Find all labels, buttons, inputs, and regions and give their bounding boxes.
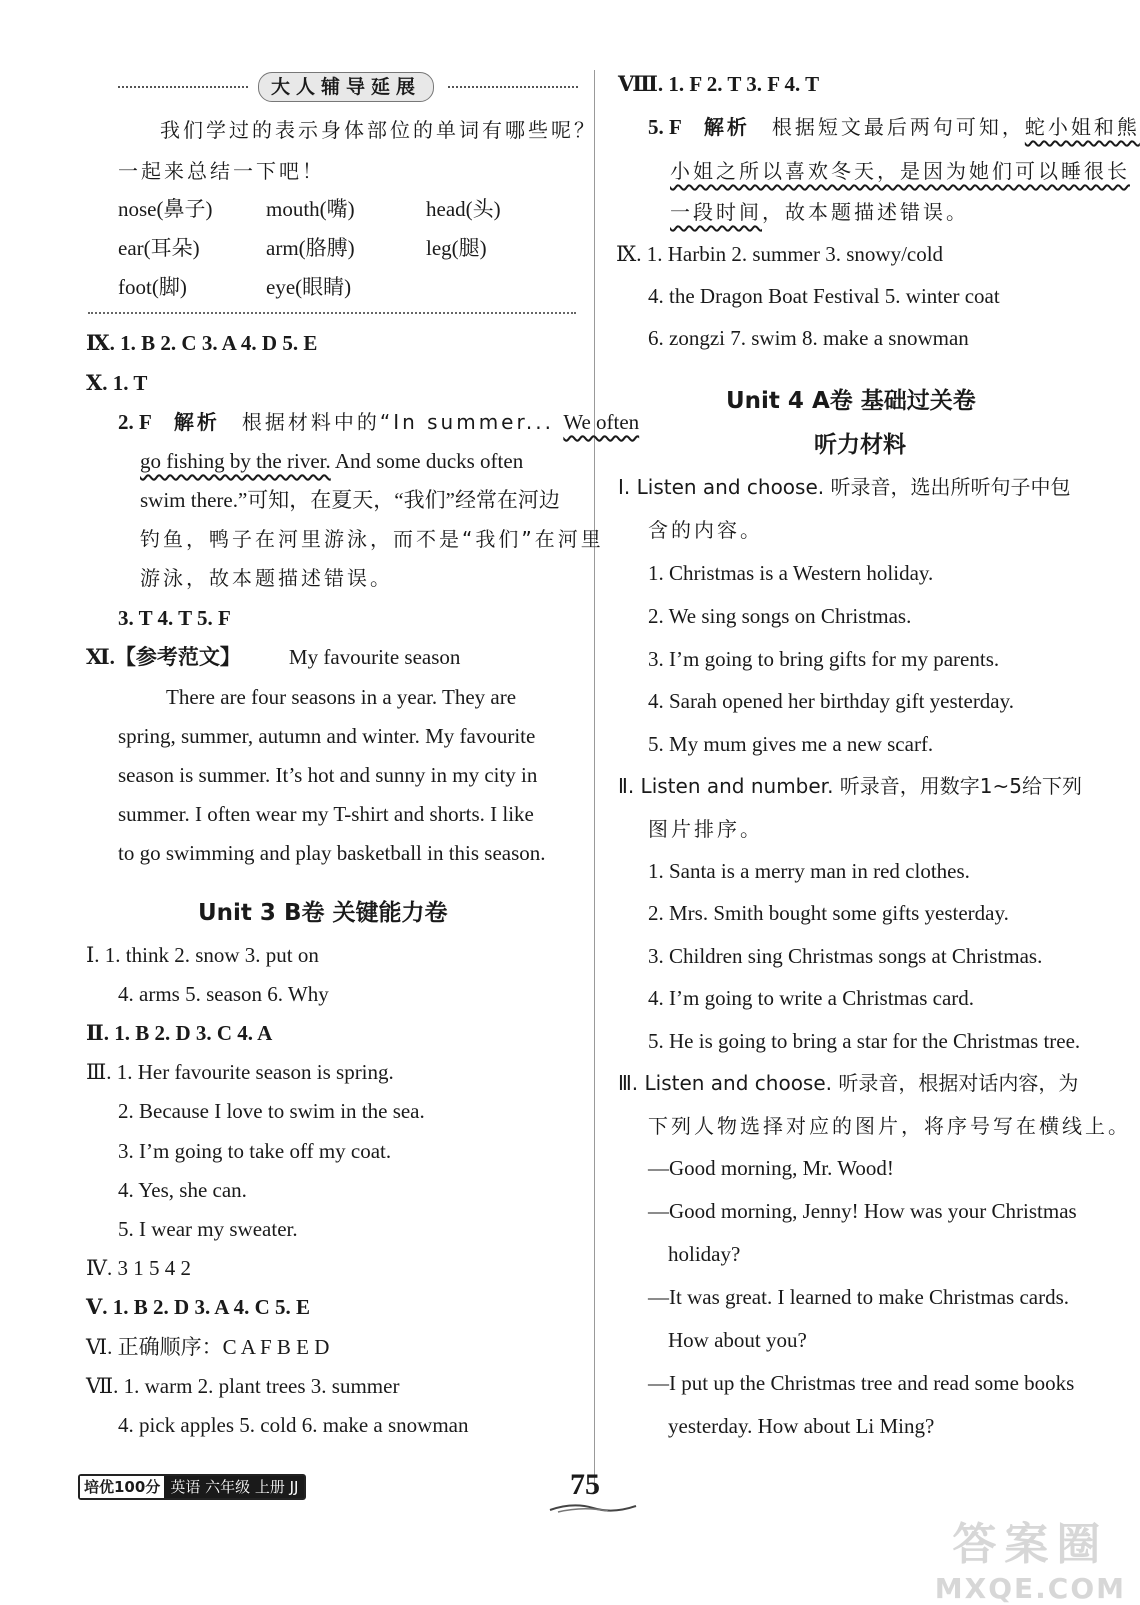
essay-line: There are four seasons in a year. They are bbox=[166, 685, 517, 709]
brand-name: 培优100分 bbox=[80, 1476, 164, 1498]
part2-heading-cont: 图片排序。 bbox=[648, 817, 763, 841]
watermark bbox=[935, 1508, 1126, 1605]
u3-line: Ⅴ. 1. B 2. D 3. A 4. C 5. E bbox=[86, 1295, 310, 1319]
analysis-text: 根据材料中的“In summer... bbox=[241, 410, 564, 434]
analysis-text: ，故本题描述错误。 bbox=[762, 200, 969, 224]
word-foot: foot(脚) bbox=[118, 275, 187, 299]
analysis-label: 解析 bbox=[703, 115, 750, 139]
word-nose: nose(鼻子) bbox=[118, 197, 213, 221]
answers-10-2-line4: 钓鱼，鸭子在河里游泳，而不是“我们”在河里 bbox=[140, 527, 604, 551]
answers-9-line2: 4. the Dragon Boat Festival 5. winter coat bbox=[648, 284, 1000, 308]
answers-8-5-line3 bbox=[670, 202, 969, 222]
word-head: head(头) bbox=[426, 197, 501, 221]
banner-dots-left bbox=[118, 86, 248, 88]
unit4-title: Unit 4 A卷 基础过关卷 bbox=[726, 388, 976, 414]
sample-label: Ⅺ.【参考范文】 bbox=[86, 645, 241, 669]
u3-line: Ⅵ. 正确顺序：C A F B E D bbox=[86, 1335, 330, 1359]
u3-line: 4. Yes, she can. bbox=[118, 1178, 247, 1202]
essay-title: My favourite season bbox=[288, 645, 461, 669]
u3-line: 4. pick apples 5. cold 6. make a snowman bbox=[118, 1413, 469, 1437]
tip-line-2: 一起来总结一下吧！ bbox=[118, 159, 325, 183]
analysis-text: And some ducks often bbox=[330, 449, 524, 473]
u3-line: 4. arms 5. season 6. Why bbox=[118, 982, 329, 1006]
column-divider bbox=[594, 70, 595, 1490]
essay-line: spring, summer, autumn and winter. My favourite bbox=[118, 724, 536, 748]
highlight-text: go fishing by the river. bbox=[140, 449, 331, 473]
part1-item: 3. I’m going to bring gifts for my parents. bbox=[648, 647, 1000, 671]
dialog-line: —Good morning, Mr. Wood! bbox=[648, 1156, 894, 1180]
dialog-line: yesterday. How about Li Ming? bbox=[668, 1414, 935, 1438]
dialog-line: —I put up the Christmas tree and read some books bbox=[648, 1371, 1075, 1395]
u3-line: Ⅱ. 1. B 2. D 3. C 4. A bbox=[86, 1021, 273, 1045]
part2-heading: Ⅱ. Listen and number. 听录音，用数字1~5给下列 bbox=[618, 774, 1082, 798]
word-mouth: mouth(嘴) bbox=[266, 197, 355, 221]
dialog-line: How about you? bbox=[668, 1328, 807, 1352]
unit3-title: Unit 3 B卷 关键能力卷 bbox=[198, 900, 448, 926]
u3-line: Ⅳ. 3 1 5 4 2 bbox=[86, 1256, 191, 1280]
book-badge bbox=[78, 1474, 306, 1500]
answers-11-header bbox=[86, 647, 460, 668]
answers-8-5-line1 bbox=[648, 117, 1140, 138]
highlight-text: We often bbox=[563, 410, 640, 434]
essay-line: to go swimming and play basketball in this season. bbox=[118, 841, 546, 865]
page-number: 75 bbox=[570, 1468, 600, 1501]
essay-line: summer. I often wear my T-shirt and shorts. I like bbox=[118, 802, 534, 826]
word-arm: arm(胳膊) bbox=[266, 236, 355, 260]
part1-heading: Ⅰ. Listen and choose. 听录音，选出所听句子中包 bbox=[618, 475, 1071, 499]
essay-line: season is summer. It’s hot and sunny in my city in bbox=[118, 763, 538, 787]
answers-8: Ⅷ. 1. F 2. T 3. F 4. T bbox=[618, 72, 820, 96]
part2-item: 3. Children sing Christmas songs at Christmas. bbox=[648, 944, 1043, 968]
answers-8-5-line2: 小姐之所以喜欢冬天，是因为她们可以睡很长 bbox=[670, 159, 1130, 183]
part1-item: 5. My mum gives me a new scarf. bbox=[648, 732, 934, 756]
dialog-line: holiday? bbox=[668, 1242, 741, 1266]
answers-10-2-line3: swim there.”可知，在夏天，“我们”经常在河边 bbox=[140, 488, 560, 512]
part1-item: 4. Sarah opened her birthday gift yesterday. bbox=[648, 689, 1015, 713]
banner-title: 大人辅导延展 bbox=[258, 72, 434, 102]
part3-heading: Ⅲ. Listen and choose. 听录音，根据对话内容，为 bbox=[618, 1071, 1079, 1095]
part1-item: 1. Christmas is a Western holiday. bbox=[648, 561, 934, 585]
answer-label: 5. F bbox=[648, 115, 682, 139]
part2-item: 4. I’m going to write a Christmas card. bbox=[648, 986, 975, 1010]
dialog-line: —It was great. I learned to make Christmas cards. bbox=[648, 1285, 1070, 1309]
answers-10-2-line1 bbox=[118, 412, 639, 433]
tip-banner bbox=[118, 72, 578, 102]
answer-label: 2. F bbox=[118, 410, 152, 434]
answers-9-line3: 6. zongzi 7. swim 8. make a snowman bbox=[648, 326, 969, 350]
answers-9: Ⅸ. 1. B 2. C 3. A 4. D 5. E bbox=[86, 331, 318, 355]
book-info: 英语 六年级 上册 JJ bbox=[164, 1476, 304, 1498]
word-eye: eye(眼睛) bbox=[266, 275, 352, 299]
u3-line: Ⅰ. 1. think 2. snow 3. put on bbox=[86, 943, 319, 967]
answers-10-2-line2 bbox=[140, 451, 523, 472]
part1-heading-cont: 含的内容。 bbox=[648, 518, 763, 542]
answers-10-2-line5: 游泳，故本题描述错误。 bbox=[140, 566, 393, 590]
part2-item: 2. Mrs. Smith bought some gifts yesterday. bbox=[648, 901, 1009, 925]
u3-line: Ⅲ. 1. Her favourite season is spring. bbox=[86, 1060, 394, 1084]
listening-title: 听力材料 bbox=[814, 432, 906, 458]
word-ear: ear(耳朵) bbox=[118, 236, 200, 260]
u3-line: 3. I’m going to take off my coat. bbox=[118, 1139, 392, 1163]
dialog-line: —Good morning, Jenny! How was your Christmas bbox=[648, 1199, 1077, 1223]
section-separator bbox=[88, 312, 576, 314]
page-number-ornament bbox=[548, 1500, 638, 1514]
analysis-text: 根据短文最后两句可知， bbox=[771, 115, 1025, 139]
highlight-text: 蛇小姐和熊 bbox=[1024, 115, 1140, 139]
answers-10-1: Ⅹ. 1. T bbox=[86, 371, 148, 395]
watermark-url: MXQE.COM bbox=[934, 1572, 1126, 1605]
word-leg: leg(腿) bbox=[426, 236, 487, 260]
highlight-text: 一段时间 bbox=[670, 200, 762, 224]
analysis-label: 解析 bbox=[173, 410, 220, 434]
part2-item: 1. Santa is a merry man in red clothes. bbox=[648, 859, 970, 883]
u3-line: 2. Because I love to swim in the sea. bbox=[118, 1099, 425, 1123]
tip-line-1: 我们学过的表示身体部位的单词有哪些呢？ bbox=[160, 118, 597, 142]
answers-9-line1: Ⅸ. 1. Harbin 2. summer 3. snowy/cold bbox=[616, 242, 944, 266]
answers-10-rest: 3. T 4. T 5. F bbox=[118, 606, 231, 630]
part3-heading-cont: 下列人物选择对应的图片，将序号写在横线上。 bbox=[648, 1114, 1131, 1138]
watermark-logo: 答案圈 bbox=[952, 1519, 1109, 1570]
banner-dots-right bbox=[448, 86, 578, 88]
u3-line: Ⅶ. 1. warm 2. plant trees 3. summer bbox=[86, 1374, 400, 1398]
part1-item: 2. We sing songs on Christmas. bbox=[648, 604, 912, 628]
part2-item: 5. He is going to bring a star for the Christmas tree. bbox=[648, 1029, 1081, 1053]
u3-line: 5. I wear my sweater. bbox=[118, 1217, 298, 1241]
